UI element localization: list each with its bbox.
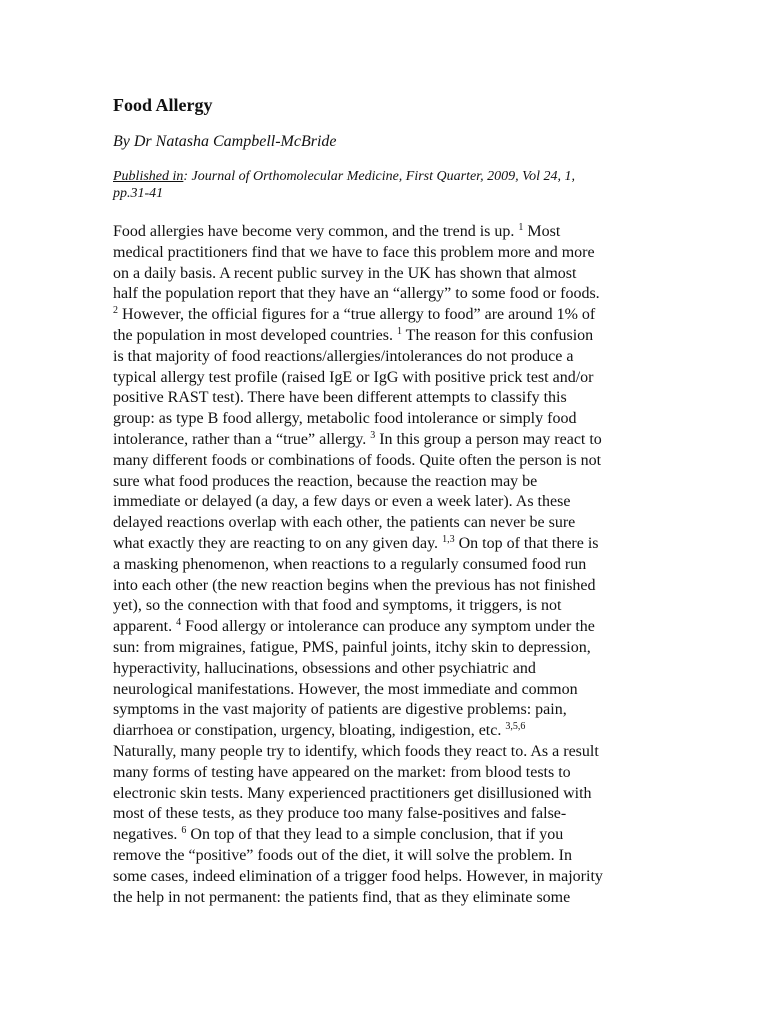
body-text-segment: remove the “positive” foods out of the diet, it will solve the problem. In	[113, 846, 573, 864]
article-author: By Dr Natasha Campbell-McBride	[113, 133, 337, 150]
published-label: Published in	[113, 169, 184, 184]
document-page	[113, 94, 648, 908]
citation-reference: 1,3	[442, 533, 455, 545]
body-text-segment: positive RAST test). There have been different attempts to classify this	[113, 389, 567, 407]
body-line	[113, 284, 648, 305]
body-line	[113, 763, 648, 784]
body-line	[113, 513, 648, 534]
body-text-segment: the help in not permanent: the patients find, that as they eliminate some	[113, 888, 571, 906]
body-text-segment: neurological manifestations. However, the most immediate and common	[113, 680, 578, 698]
body-line	[113, 617, 648, 638]
body-text-segment: The reason for this confusion	[401, 326, 594, 344]
article-title: Food Allergy	[113, 95, 213, 115]
body-line	[113, 659, 648, 680]
body-line	[113, 825, 648, 846]
body-text-segment: Naturally, many people try to identify, which foods they react to. As a result	[113, 742, 599, 760]
published-details-line2: pp.31-41	[113, 186, 164, 201]
body-line	[113, 409, 648, 430]
body-text-segment: many different foods or combinations of foods. Quite often the person is not	[113, 451, 602, 469]
body-text-segment: on a daily basis. A recent public survey in the UK has shown that almost	[113, 264, 577, 282]
citation-reference: 6	[181, 825, 187, 837]
body-text-segment: symptoms in the vast majority of patients are digestive problems: pain,	[113, 701, 567, 719]
body-line	[113, 534, 648, 555]
body-line	[113, 555, 648, 576]
body-text-segment: many forms of testing have appeared on the market: from blood tests to	[113, 763, 571, 781]
body-text-segment: group: as type B food allergy, metabolic food intolerance or simply food	[113, 410, 577, 428]
body-text-segment: into each other (the new reaction begins when the previous has not finished	[113, 576, 596, 594]
body-line	[113, 742, 648, 763]
body-text-segment: the population in most developed countries.	[113, 326, 397, 344]
body-text-segment: most of these tests, as they produce too many false-positives and false-	[113, 805, 567, 823]
body-text-segment: yet), so the connection with that food and symptoms, it triggers, is not	[113, 597, 562, 615]
body-text-segment: Most	[523, 223, 561, 240]
body-text-segment: intolerance, rather than a “true” allergy.	[113, 430, 371, 448]
body-line	[113, 347, 648, 368]
article-body	[113, 222, 648, 908]
body-text-segment: diarrhoea or constipation, urgency, bloating, indigestion, etc.	[113, 722, 506, 740]
citation-reference: 1	[518, 222, 524, 233]
body-text-segment: medical practitioners find that we have to face this problem more and more	[113, 243, 595, 261]
body-line	[113, 700, 648, 721]
body-line	[113, 305, 648, 326]
citation-reference: 2	[113, 305, 118, 317]
body-line	[113, 472, 648, 493]
body-line	[113, 784, 648, 805]
body-line	[113, 388, 648, 409]
body-line	[113, 451, 648, 472]
body-text-segment: On top of that they lead to a simple conclusion, that if you	[186, 826, 564, 844]
body-line	[113, 222, 648, 243]
body-text-segment: what exactly they are reacting to on any given day.	[113, 534, 443, 552]
body-line	[113, 492, 648, 513]
body-text-segment: immediate or delayed (a day, a few days or even a week later). As these	[113, 493, 571, 511]
body-text-segment: Food allergy or intolerance can produce any symptom under the	[181, 618, 595, 636]
body-text-segment: apparent.	[113, 618, 177, 636]
body-text-segment: However, the official figures for a “true allergy to food” are around 1% of	[118, 306, 596, 324]
body-text-segment: delayed reactions overlap with each other, the patients can never be sure	[113, 514, 576, 532]
body-line	[113, 804, 648, 825]
body-line	[113, 596, 648, 617]
body-line	[113, 680, 648, 701]
body-line	[113, 264, 648, 285]
citation-reference: 3	[370, 429, 376, 441]
citation-reference: 3,5,6	[505, 721, 526, 733]
body-line	[113, 638, 648, 659]
body-line	[113, 243, 648, 264]
publication-info	[113, 168, 648, 202]
body-text-segment: is that majority of food reactions/allergies/intolerances do not produce a	[113, 347, 574, 365]
body-text-segment: sure what food produces the reaction, because the reaction may be	[113, 472, 538, 490]
published-details-line1: : Journal of Orthomolecular Medicine, First Quarter, 2009, Vol 24, 1,	[183, 169, 575, 184]
body-text-segment: some cases, indeed elimination of a trigger food helps. However, in majority	[113, 867, 603, 885]
body-line	[113, 721, 648, 742]
body-text-segment: typical allergy test profile (raised IgE or IgG with positive prick test and/or	[113, 368, 594, 386]
body-line	[113, 368, 648, 389]
citation-reference: 4	[176, 617, 182, 629]
body-text-segment: Food allergies have become very common, and the trend is up.	[113, 223, 519, 240]
body-line	[113, 326, 648, 347]
body-text-segment: half the population report that they have an “allergy” to some food or foods.	[113, 285, 600, 303]
body-text-segment: hyperactivity, hallucinations, obsessions and other psychiatric and	[113, 659, 536, 677]
body-line	[113, 846, 648, 867]
body-line	[113, 867, 648, 888]
body-line	[113, 888, 648, 909]
body-text-segment: On top of that there is	[454, 534, 599, 552]
body-text-segment: negatives.	[113, 826, 182, 844]
body-line	[113, 430, 648, 451]
body-text-segment: electronic skin tests. Many experienced practitioners get disillusioned with	[113, 784, 592, 802]
body-line	[113, 576, 648, 597]
citation-reference: 1	[396, 325, 402, 337]
body-text-segment: a masking phenomenon, when reactions to a regularly consumed food run	[113, 555, 587, 573]
body-text-segment: sun: from migraines, fatigue, PMS, painful joints, itchy skin to depression,	[113, 638, 591, 656]
body-text-segment: In this group a person may react to	[375, 430, 602, 448]
